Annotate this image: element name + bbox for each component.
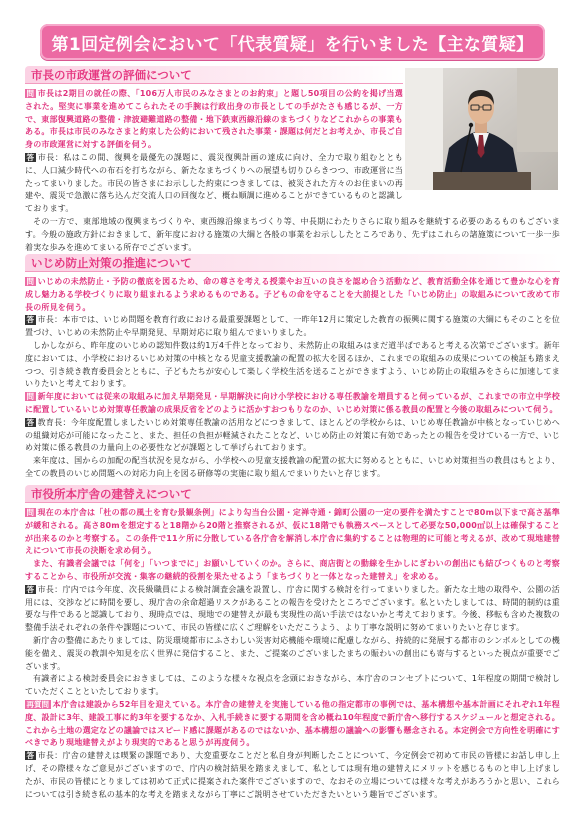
section-city-hall-rebuild xyxy=(25,485,560,801)
banner-title: 第1回定例会において「代表質疑」を行いました【主な質疑】 xyxy=(51,34,534,55)
answer-text: 市長：庁舎の建替えは喫緊の課題であり、大変重要なことだと私自身が判断したことについて、今定例会で初めて市民の皆様にお話し申し上げ、その際様々なご意見がございますので、庁内の検討結果を踏まえまして、私としては現有地の建替えにメリットを感じるものと申し上げましたが、市民の皆様にとりましては初めて正式に提案された案件でございますので、なおその立場については様々な考えがあろうかと思い、これらについては引き続き私の基本的な考えを踏まえながら丁寧にご説明させていただきたいという趣旨でございます。 xyxy=(25,751,560,799)
question-paragraph xyxy=(25,276,560,314)
answer-paragraph xyxy=(25,417,560,455)
requestion-label: 再質問 xyxy=(26,699,49,709)
answer-text: 教育長：今年度配置しましたいじめ対策専任教諭の活用などにつきまして、ほとんどの学校からは、いじめ専任教諭が中核となっていじめへの組織対応が可能になったこと、また、担任の負担が軽減されたことなど、いじめ防止の対策に有効であったとの報告を受けている一方で、いじめ対策に係る教員の力量向上の必要性などが課題として挙げられております。 xyxy=(25,417,560,453)
answer-paragraph xyxy=(25,635,560,673)
question-label: 問 xyxy=(26,507,34,517)
section-heading: 市役所本庁舎の建替えについて xyxy=(25,485,560,503)
question-label: 問 xyxy=(26,88,34,98)
answer-text: 市長：庁内では今年度、次長級職員による検討調査会議を設置し、庁舎に関する検討を行ってまいりました。新たな土地の取得や、公園の活用には、交渉などに時間を要し、現庁舎の余命超過リスクがあることの報告を受けたところでございます。私といたしましては、時間的制約は重要な与件であると認識しており、現時点では、現地での建替えが最も実現性の高い手法ではないかと考えております。今後、移転も含めた複数の整備手法それぞれの条件や課題について、市民の皆様に広くご理解をいただこうよう、より丁寧な説明に努めてまいりたいと存じます。 xyxy=(25,584,560,633)
answer-paragraph xyxy=(25,673,560,699)
answer-text: しかしながら、昨年度のいじめの認知件数は約1万4千件となっており、未然防止の取組みはまだ道半ばであると考える次第でございます。新年度においては、小学校におけるいじめ対策の中核となる児童支援教諭の配置の拡大を図るほか、これまでの取組みの成果についての検証も踏まえつつ、引き続き教育委員会とともに、子どもたちが安心して楽しく学校生活を送ることができますよう、いじめ防止の取組みをさらに加速してまいりたいと考えております。 xyxy=(25,340,560,389)
answer-paragraph xyxy=(25,455,560,481)
answer-label: 答 xyxy=(26,584,34,594)
question-text: いじめの未然防止・予防の徹底を図るため、命の尊さを考える授業やお互いの良さを認め合う活動など、教育活動全体を通じて豊かな心を育成し魅力ある学校づくりに取り組まれるよう求めるものである。子どもの命を守ることを大前提とした「いじめ防止」の取組みについて改めて市長の所見を伺う。 xyxy=(25,277,560,312)
question-text: 現在の本庁舎は「杜の都の風土を育む景観条例」により勾当台公園・定禅寺通・錦町公園の一定の要件を満たすことで80m以下まで高さ基準が緩和される。高さ80mを想定すると18階から20階と推察されるが、仮に18階でも執務スペースとして必要な50,000㎡以上は確保することが出来るのかと考察する。この条件で11ケ所に分散している各庁舎を解消し本庁舎に集約することは物理的に可能と考えるが、改めて現地建替えについて市長の決断を求め伺う。 xyxy=(25,508,560,556)
answer-text: 市長：本市では、いじめ問題を教育行政における最重要課題として、一昨年12月に策定した教育の振興に関する施策の大綱にもそのことを位置づけ、いじめの未然防止や早期発見、早期対応に取り組んでまいりました。 xyxy=(25,315,560,338)
answer-text: 新庁舎の整備にあたりましては、防災環境都市にふさわしい災害対応機能や環境に配慮しながら、持続的に発展する都市のシンボルとしての機能を備え、震災の教訓や知見を広く世界に発信すること、また、ご提案のございましたまちの賑わいの創出にも寄与するといった視点が重要でございます。 xyxy=(25,635,560,671)
question-label: 問 xyxy=(26,276,34,286)
question-text: 新年度においては従来の取組みに加え早期発見・早期解決に向け小学校における専任教諭を増員すると伺っているが、これまでの市立中学校に配置しているいじめ対策専任教諭の成果反省をどのように活かすおつもりなのか、いじめ対策に係る教員の配置と今後の取組みについて伺う。 xyxy=(25,392,560,414)
section-mayor-evaluation xyxy=(25,66,560,254)
question-paragraph xyxy=(25,558,560,584)
section-heading: 市長の市政運営の評価について xyxy=(25,66,403,84)
answer-paragraph xyxy=(25,340,560,391)
question-text: 本庁舎は建設から52年目を迎えている。本庁舎の建替えを実施している他の指定都市の事例では、基本構想や基本計画にそれぞれ1年程度、設計に3年、建設工事に約3年を要するなか、入札手続きに要する期間を含め概ね10年程度で新庁舎へ移行するスケジュールと想定される。これから土地の選定などの議論ではスピード感に課題があるのではないか、基本構想の議論への影響も懸念される。本定例会で方向性を明確にすべきであり現地建替えがより現実的であると思うが再度伺う。 xyxy=(25,699,560,748)
answer-label: 答 xyxy=(26,417,34,427)
title-banner xyxy=(40,24,545,60)
answer-paragraph xyxy=(25,584,560,635)
answer-paragraph xyxy=(25,314,560,340)
answer-label: 答 xyxy=(26,315,34,325)
question-paragraph xyxy=(25,507,560,558)
answer-label: 答 xyxy=(26,750,34,760)
answer-label: 答 xyxy=(26,152,34,162)
question-label: 問 xyxy=(26,391,34,401)
photo-spacer xyxy=(403,88,560,198)
answer-text: 市長：私はこの間、復興を最優先の課題に、震災復興計画の達成に向け、全力で取り組むとともに、人口減少時代への布石を打ちながら、新たなまちづくりへの展望も切りひらきつつ、市政運営に当たってまいりました。市民の皆さまにお示しした約束につきましては、被災された方々のお住まいの再建や、震災で急激に落ち込んだ交流人口の回復など、概ね順調に進めることができているものと認識しております。 xyxy=(25,152,403,214)
section-heading: いじめ防止対策の推進について xyxy=(25,254,560,272)
question-text: 市長は2期目の就任の際、「106万人市民のみなさまとのお約束」と題し50項目の公約を掲げ当選された。堅実に事業を進めてこられたその手腕は行政出身の市長としての手がたさも感じるが、一方で、東部復興道路の整備・津波避難道路の整備・地下鉄東西線沿線のまちづくりなどこれからの事業もある。市長は市民のみなさまと約束した公約において残された事業・課題は何だとお考えか、市長ご自身の市政運営に対する評価を伺う。 xyxy=(25,89,403,150)
answer-text: 有識者による検討委員会におきましては、このような様々な視点を念頭におきながら、本庁舎のコンセプトについて、1年程度の期間で検討していただくことといたしております。 xyxy=(25,674,560,697)
section-bullying-prevention xyxy=(25,254,560,481)
answer-text: 来年度は、国からの加配の配当状況を見ながら、小学校への児童支援教諭の配置の拡大に努めるとともに、いじめ対策担当の教員はもとより、全ての教員のいじめ問題への対応力向上を図る研修等の実施に取り組んでまいりたいと存じます。 xyxy=(25,456,560,478)
answer-text: その一方で、東部地域の復興まちづくりや、東西線沿線まちづくり等、中長期にわたりさらに取り組みを継続する必要のあるものもございます。今般の施政方針におきまして、新年度における施策の大綱と各般の事業をお示ししたところであり、先ずはこれらの諸施策について一歩一歩着実な歩みを進めてまいる所存でございます。 xyxy=(25,216,560,252)
question-text: また、有識者会議では「何を」「いつまでに」お願いしていくのか。さらに、商店街との動線を生かしにぎわいの創出にも結びつくものと考察することから、市役所が交流・集客の継続的役割を果たせるよう「まちづくりと一体となった建替え」を求める。 xyxy=(25,559,560,581)
requestion-paragraph xyxy=(25,699,560,750)
answer-paragraph xyxy=(25,750,560,801)
answer-paragraph xyxy=(25,216,560,254)
question-paragraph xyxy=(25,391,560,417)
